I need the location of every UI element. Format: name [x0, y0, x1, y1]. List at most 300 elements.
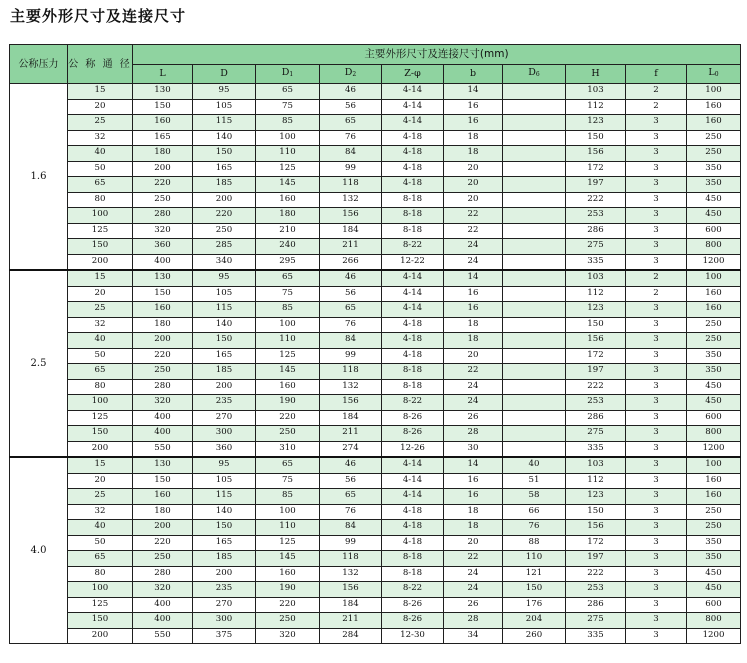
table-cell: 165	[193, 348, 256, 364]
table-cell: 4-14	[382, 457, 444, 473]
table-cell: 220	[133, 348, 193, 364]
table-cell: 132	[320, 192, 382, 208]
table-cell: 75	[256, 473, 320, 489]
table-cell: 250	[193, 223, 256, 239]
table-cell: 150	[133, 99, 193, 115]
table-cell: 4-18	[382, 161, 444, 177]
column-header	[256, 65, 320, 84]
header-nominal-diameter: 公 称 通 径	[68, 45, 133, 84]
table-cell: 16	[444, 99, 503, 115]
table-cell: 3	[626, 379, 687, 395]
table-cell: 8-22	[382, 395, 444, 411]
table-row	[10, 130, 741, 146]
table-cell: 211	[320, 426, 382, 442]
table-cell	[503, 84, 566, 100]
table-cell: 3	[626, 348, 687, 364]
table-cell: 211	[320, 613, 382, 629]
table-cell: 95	[193, 270, 256, 286]
table-cell: 125	[256, 161, 320, 177]
table-row	[10, 426, 741, 442]
table-cell: 222	[566, 566, 626, 582]
table-cell: 76	[503, 520, 566, 536]
column-header-subscript: 1	[289, 71, 294, 79]
table-cell: 3	[626, 177, 687, 193]
table-cell: 156	[566, 333, 626, 349]
table-cell: 16	[444, 286, 503, 302]
table-cell	[503, 208, 566, 224]
nominal-diameter-cell: 15	[68, 84, 133, 100]
table-cell: 22	[444, 364, 503, 380]
table-cell: 3	[626, 115, 687, 131]
table-cell: 3	[626, 582, 687, 598]
nominal-diameter-cell: 15	[68, 457, 133, 473]
nominal-diameter-cell: 40	[68, 520, 133, 536]
table-cell: 156	[566, 520, 626, 536]
nominal-diameter-cell: 125	[68, 223, 133, 239]
table-cell: 4-18	[382, 333, 444, 349]
table-cell: 16	[444, 489, 503, 505]
table-row	[10, 582, 741, 598]
table-row	[10, 223, 741, 239]
table-cell: 14	[444, 84, 503, 100]
table-cell: 56	[320, 99, 382, 115]
table-cell: 2	[626, 99, 687, 115]
nominal-diameter-cell: 40	[68, 146, 133, 162]
table-cell: 16	[444, 302, 503, 318]
table-cell: 284	[320, 628, 382, 644]
table-cell: 4-18	[382, 535, 444, 551]
column-header-text: D	[281, 67, 290, 79]
table-cell: 4-14	[382, 115, 444, 131]
table-cell: 110	[256, 146, 320, 162]
table-cell: 222	[566, 192, 626, 208]
table-cell: 66	[503, 504, 566, 520]
table-cell: 200	[133, 520, 193, 536]
table-cell: 4-14	[382, 84, 444, 100]
table-cell: 105	[193, 286, 256, 302]
nominal-diameter-cell: 125	[68, 410, 133, 426]
table-cell: 24	[444, 395, 503, 411]
table-cell: 8-18	[382, 223, 444, 239]
table-cell: 320	[133, 223, 193, 239]
table-cell: 253	[566, 395, 626, 411]
table-cell: 99	[320, 348, 382, 364]
table-cell: 3	[626, 395, 687, 411]
table-cell: 320	[133, 395, 193, 411]
table-header	[10, 45, 741, 84]
nominal-diameter-cell: 80	[68, 566, 133, 582]
nominal-diameter-cell: 20	[68, 99, 133, 115]
table-cell: 320	[133, 582, 193, 598]
table-cell: 275	[566, 239, 626, 255]
nominal-diameter-cell: 200	[68, 441, 133, 457]
table-cell: 450	[687, 395, 741, 411]
table-cell: 800	[687, 426, 741, 442]
table-cell: 350	[687, 551, 741, 567]
table-cell: 235	[193, 395, 256, 411]
table-cell: 450	[687, 208, 741, 224]
table-cell: 160	[256, 566, 320, 582]
table-cell: 20	[444, 177, 503, 193]
table-cell: 190	[256, 395, 320, 411]
table-cell: 24	[444, 566, 503, 582]
table-cell: 185	[193, 364, 256, 380]
table-cell: 180	[256, 208, 320, 224]
table-cell	[503, 99, 566, 115]
table-row	[10, 395, 741, 411]
table-cell: 350	[687, 535, 741, 551]
table-cell: 250	[133, 192, 193, 208]
nominal-diameter-cell: 32	[68, 130, 133, 146]
table-cell	[503, 317, 566, 333]
table-cell: 250	[687, 520, 741, 536]
nominal-diameter-cell: 65	[68, 177, 133, 193]
table-cell: 115	[193, 489, 256, 505]
table-cell	[503, 333, 566, 349]
nominal-diameter-cell: 32	[68, 504, 133, 520]
table-cell: 85	[256, 302, 320, 318]
table-cell: 112	[566, 286, 626, 302]
column-header	[382, 65, 444, 84]
table-cell: 160	[133, 489, 193, 505]
table-cell: 3	[626, 161, 687, 177]
table-cell: 14	[444, 270, 503, 286]
table-cell: 8-22	[382, 582, 444, 598]
table-cell: 280	[133, 208, 193, 224]
table-cell: 184	[320, 597, 382, 613]
column-header-text: H	[591, 68, 600, 80]
table-cell: 350	[687, 177, 741, 193]
table-cell: 280	[133, 566, 193, 582]
table-row	[10, 177, 741, 193]
table-cell: 200	[133, 161, 193, 177]
table-cell: 3	[626, 410, 687, 426]
table-cell: 8-18	[382, 551, 444, 567]
table-cell: 125	[256, 535, 320, 551]
nominal-diameter-cell: 65	[68, 364, 133, 380]
table-cell	[503, 192, 566, 208]
table-cell: 150	[133, 473, 193, 489]
table-cell: 100	[687, 270, 741, 286]
table-cell: 51	[503, 473, 566, 489]
table-cell: 65	[256, 84, 320, 100]
table-row	[10, 379, 741, 395]
table-cell: 222	[566, 379, 626, 395]
table-cell: 100	[256, 317, 320, 333]
table-cell: 46	[320, 457, 382, 473]
table-cell	[503, 395, 566, 411]
table-cell: 95	[193, 84, 256, 100]
table-cell: 3	[626, 504, 687, 520]
table-cell: 3	[626, 613, 687, 629]
table-cell: 123	[566, 489, 626, 505]
table-cell: 4-18	[382, 130, 444, 146]
table-cell: 3	[626, 239, 687, 255]
table-cell: 160	[687, 473, 741, 489]
table-cell: 12-22	[382, 254, 444, 270]
table-cell: 95	[193, 457, 256, 473]
table-cell: 3	[626, 146, 687, 162]
table-cell: 4-14	[382, 489, 444, 505]
table-cell: 400	[133, 410, 193, 426]
table-cell: 360	[193, 441, 256, 457]
table-cell: 172	[566, 535, 626, 551]
table-cell: 375	[193, 628, 256, 644]
table-cell	[503, 130, 566, 146]
table-cell: 600	[687, 410, 741, 426]
table-cell: 3	[626, 192, 687, 208]
nominal-pressure-cell: 1.6	[10, 84, 68, 271]
table-row	[10, 597, 741, 613]
table-row	[10, 333, 741, 349]
table-row	[10, 161, 741, 177]
table-cell: 88	[503, 535, 566, 551]
table-cell: 4-18	[382, 348, 444, 364]
nominal-diameter-cell: 20	[68, 473, 133, 489]
column-header-subscript: 2	[352, 71, 357, 79]
table-cell: 150	[566, 504, 626, 520]
table-cell: 295	[256, 254, 320, 270]
table-cell: 275	[566, 613, 626, 629]
table-row	[10, 504, 741, 520]
nominal-diameter-cell: 200	[68, 628, 133, 644]
table-cell: 3	[626, 520, 687, 536]
table-cell: 286	[566, 223, 626, 239]
table-cell: 8-22	[382, 239, 444, 255]
column-header-text: L	[159, 68, 166, 80]
nominal-diameter-cell: 50	[68, 535, 133, 551]
table-cell: 3	[626, 473, 687, 489]
nominal-pressure-cell: 2.5	[10, 270, 68, 457]
table-cell: 28	[444, 426, 503, 442]
table-cell: 285	[193, 239, 256, 255]
column-header	[193, 65, 256, 84]
table-cell: 250	[133, 551, 193, 567]
table-cell: 360	[133, 239, 193, 255]
table-cell: 275	[566, 426, 626, 442]
table-cell: 2	[626, 270, 687, 286]
table-cell: 26	[444, 410, 503, 426]
table-cell: 150	[193, 146, 256, 162]
table-cell: 121	[503, 566, 566, 582]
table-cell: 160	[256, 192, 320, 208]
table-cell: 4-14	[382, 286, 444, 302]
table-cell	[503, 146, 566, 162]
table-cell: 150	[133, 286, 193, 302]
nominal-diameter-cell: 25	[68, 302, 133, 318]
table-cell: 4-18	[382, 146, 444, 162]
table-cell: 250	[256, 613, 320, 629]
column-header	[687, 65, 741, 84]
table-cell: 20	[444, 161, 503, 177]
table-cell: 46	[320, 270, 382, 286]
table-cell: 105	[193, 99, 256, 115]
table-cell: 450	[687, 566, 741, 582]
table-cell: 4-18	[382, 520, 444, 536]
table-cell	[503, 348, 566, 364]
table-row	[10, 254, 741, 270]
table-cell: 150	[193, 520, 256, 536]
table-cell: 310	[256, 441, 320, 457]
page-title: 主要外形尺寸及连接尺寸	[10, 7, 187, 25]
table-row	[10, 99, 741, 115]
table-cell: 160	[687, 99, 741, 115]
table-cell: 2	[626, 84, 687, 100]
table-cell: 300	[193, 426, 256, 442]
table-cell: 220	[133, 177, 193, 193]
table-cell: 65	[256, 457, 320, 473]
table-cell: 84	[320, 520, 382, 536]
table-cell: 3	[626, 130, 687, 146]
table-row	[10, 566, 741, 582]
table-cell: 220	[133, 535, 193, 551]
nominal-diameter-cell: 15	[68, 270, 133, 286]
table-cell: 16	[444, 115, 503, 131]
table-cell: 3	[626, 208, 687, 224]
table-cell: 20	[444, 192, 503, 208]
table-cell: 274	[320, 441, 382, 457]
table-cell: 56	[320, 286, 382, 302]
table-cell: 204	[503, 613, 566, 629]
table-cell: 160	[687, 302, 741, 318]
column-header-text: D	[344, 67, 353, 79]
table-row	[10, 348, 741, 364]
nominal-diameter-cell: 100	[68, 208, 133, 224]
column-header-text: f	[654, 68, 658, 80]
header-main-dimensions: 主要外形尺寸及连接尺寸(mm)	[133, 45, 741, 65]
table-cell: 286	[566, 597, 626, 613]
table-row	[10, 192, 741, 208]
table-cell: 180	[133, 317, 193, 333]
table-cell: 160	[687, 286, 741, 302]
table-cell: 220	[193, 208, 256, 224]
table-cell: 84	[320, 146, 382, 162]
table-cell: 22	[444, 208, 503, 224]
table-row	[10, 302, 741, 318]
table-cell: 197	[566, 364, 626, 380]
table-cell: 800	[687, 613, 741, 629]
table-cell: 115	[193, 302, 256, 318]
table-row	[10, 317, 741, 333]
table-cell: 26	[444, 597, 503, 613]
nominal-diameter-cell: 25	[68, 115, 133, 131]
table-cell: 250	[687, 317, 741, 333]
table-cell: 12-30	[382, 628, 444, 644]
table-cell: 65	[256, 270, 320, 286]
table-cell: 156	[320, 208, 382, 224]
table-cell: 200	[193, 192, 256, 208]
column-header-subscript: 0	[714, 71, 719, 79]
table-row	[10, 551, 741, 567]
column-header-subscript: 6	[535, 71, 540, 79]
table-cell: 3	[626, 566, 687, 582]
table-row	[10, 613, 741, 629]
table-cell: 4-18	[382, 177, 444, 193]
table-cell: 150	[193, 333, 256, 349]
nominal-diameter-cell: 32	[68, 317, 133, 333]
table-cell: 180	[133, 146, 193, 162]
table-cell: 100	[687, 457, 741, 473]
nominal-diameter-cell: 125	[68, 597, 133, 613]
table-cell: 30	[444, 441, 503, 457]
table-cell: 14	[444, 457, 503, 473]
table-cell: 160	[687, 115, 741, 131]
table-cell	[503, 177, 566, 193]
table-cell	[503, 254, 566, 270]
table-cell: 156	[320, 395, 382, 411]
nominal-diameter-cell: 100	[68, 395, 133, 411]
column-header-text: D	[528, 67, 536, 79]
nominal-diameter-cell: 40	[68, 333, 133, 349]
table-cell: 56	[320, 473, 382, 489]
nominal-diameter-cell: 150	[68, 613, 133, 629]
table-cell: 18	[444, 130, 503, 146]
nominal-diameter-cell: 25	[68, 489, 133, 505]
table-row	[10, 489, 741, 505]
table-cell: 160	[256, 379, 320, 395]
table-cell: 8-26	[382, 410, 444, 426]
table-cell: 250	[687, 130, 741, 146]
table-cell: 320	[256, 628, 320, 644]
table-row	[10, 628, 741, 644]
table-cell: 145	[256, 551, 320, 567]
table-row	[10, 146, 741, 162]
table-cell: 8-26	[382, 426, 444, 442]
table-cell: 200	[193, 566, 256, 582]
table-cell: 18	[444, 504, 503, 520]
table-cell: 3	[626, 551, 687, 567]
table-cell: 185	[193, 177, 256, 193]
table-cell: 4-18	[382, 504, 444, 520]
table-cell: 185	[193, 551, 256, 567]
table-cell: 3	[626, 333, 687, 349]
table-cell: 4-14	[382, 270, 444, 286]
table-cell: 18	[444, 520, 503, 536]
table-cell: 4-14	[382, 473, 444, 489]
table-cell: 3	[626, 317, 687, 333]
nominal-diameter-cell: 50	[68, 348, 133, 364]
table-cell: 266	[320, 254, 382, 270]
table-cell: 100	[687, 84, 741, 100]
table-cell: 450	[687, 192, 741, 208]
table-cell: 220	[256, 410, 320, 426]
table-cell: 123	[566, 302, 626, 318]
table-cell: 123	[566, 115, 626, 131]
header-nominal-pressure: 公称压力	[10, 45, 68, 84]
dimensions-table	[9, 44, 741, 644]
table-cell: 65	[320, 489, 382, 505]
table-cell: 99	[320, 535, 382, 551]
table-cell: 103	[566, 457, 626, 473]
table-cell: 286	[566, 410, 626, 426]
table-cell: 140	[193, 504, 256, 520]
table-cell: 8-26	[382, 597, 444, 613]
table-cell: 22	[444, 223, 503, 239]
table-cell: 75	[256, 286, 320, 302]
table-cell: 12-26	[382, 441, 444, 457]
table-cell: 115	[193, 115, 256, 131]
table-cell: 8-18	[382, 208, 444, 224]
table-cell: 250	[256, 426, 320, 442]
table-cell: 3	[626, 628, 687, 644]
table-cell: 550	[133, 441, 193, 457]
table-cell: 176	[503, 597, 566, 613]
table-cell: 40	[503, 457, 566, 473]
table-cell: 99	[320, 161, 382, 177]
table-cell: 800	[687, 239, 741, 255]
column-header	[626, 65, 687, 84]
nominal-diameter-cell: 20	[68, 286, 133, 302]
